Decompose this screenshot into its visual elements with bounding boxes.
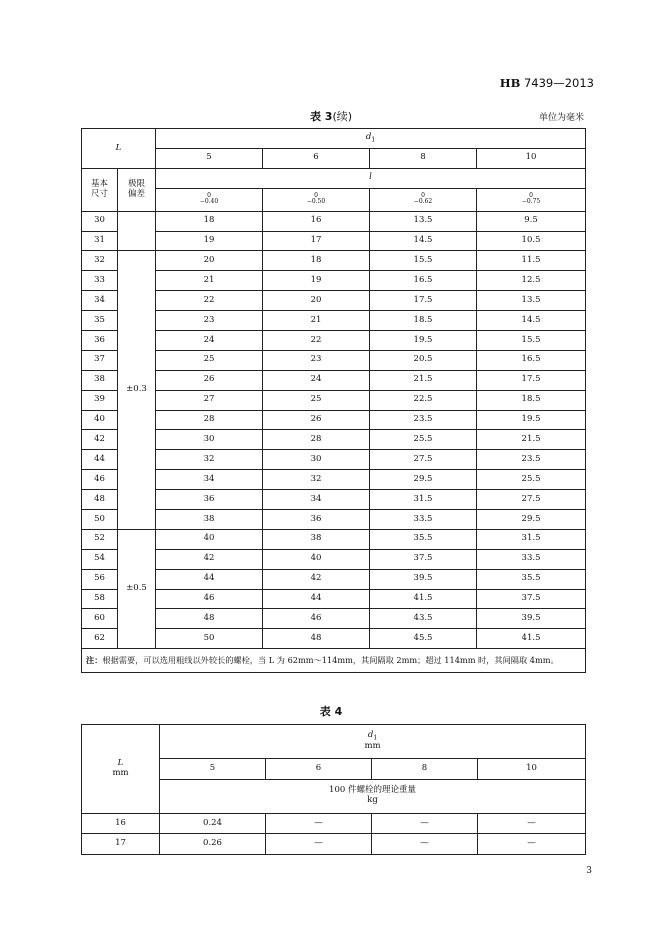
table-4 (81, 724, 586, 855)
d-value: 5 (160, 759, 266, 780)
l-value-cell: 45.5 (370, 629, 477, 649)
weight-header: 100 件螺栓的理论重量 kg (160, 779, 586, 813)
l-value-cell: 44 (156, 569, 263, 589)
d-value: 6 (263, 148, 370, 168)
l-value-cell: 21.5 (370, 370, 477, 390)
l-value-cell: 30 (156, 430, 263, 450)
l-value-cell: 21 (156, 271, 263, 291)
l-value-cell: 16.5 (477, 350, 586, 370)
l-value-cell: 50 (156, 629, 263, 649)
weight-cell: 0.24 (160, 813, 266, 834)
basic-size-cell: 62 (82, 629, 118, 649)
weight-cell: — (372, 834, 478, 855)
l-value-cell: 29.5 (477, 510, 586, 530)
l-value-cell: 19 (263, 271, 370, 291)
L-cell: 17 (82, 834, 160, 855)
weight-cell: 0.26 (160, 834, 266, 855)
basic-size-cell: 31 (82, 231, 118, 251)
basic-size-cell: 40 (82, 410, 118, 430)
l-value-cell: 19.5 (477, 410, 586, 430)
l-value-cell: 18 (156, 211, 263, 231)
l-value-cell: 28 (156, 410, 263, 430)
l-value-cell: 35.5 (370, 529, 477, 549)
deviation-blank-cell (118, 211, 156, 251)
d-value: 10 (477, 148, 586, 168)
L-cell: 16 (82, 813, 160, 834)
l-value-cell: 46 (156, 589, 263, 609)
l-value-cell: 18 (263, 251, 370, 271)
l-value-cell: 35.5 (477, 569, 586, 589)
basic-size-header: 基本 尺寸 (82, 168, 118, 211)
deviation-header: 极限 偏差 (118, 168, 156, 211)
weight-cell: — (478, 834, 586, 855)
l-value-cell: 42 (156, 549, 263, 569)
l-value-cell: 40 (263, 549, 370, 569)
l-value-cell: 21 (263, 311, 370, 331)
L-header: L (82, 129, 156, 169)
l-value-cell: 41.5 (477, 629, 586, 649)
l-value-cell: 33.5 (477, 549, 586, 569)
basic-size-cell: 44 (82, 450, 118, 470)
l-value-cell: 36 (263, 510, 370, 530)
basic-size-cell: 48 (82, 490, 118, 510)
l-value-cell: 30 (263, 450, 370, 470)
l-value-cell: 23 (263, 350, 370, 370)
weight-cell: — (266, 834, 372, 855)
l-value-cell: 17.5 (477, 370, 586, 390)
l-value-cell: 23.5 (477, 450, 586, 470)
deviation-cell: ±0.3 (118, 251, 156, 529)
l-value-cell: 20.5 (370, 350, 477, 370)
l-value-cell: 32 (156, 450, 263, 470)
weight-cell: — (266, 813, 372, 834)
l-value-cell: 38 (263, 529, 370, 549)
weight-cell: — (478, 813, 586, 834)
l-value-cell: 12.5 (477, 271, 586, 291)
l-value-cell: 48 (156, 609, 263, 629)
l-value-cell: 37.5 (370, 549, 477, 569)
l-value-cell: 43.5 (370, 609, 477, 629)
basic-size-cell: 34 (82, 291, 118, 311)
l-value-cell: 31.5 (370, 490, 477, 510)
page-number: 3 (586, 866, 592, 876)
l-value-cell: 48 (263, 629, 370, 649)
l-value-cell: 31.5 (477, 529, 586, 549)
basic-size-cell: 38 (82, 370, 118, 390)
d-value: 5 (156, 148, 263, 168)
l-value-cell: 27 (156, 390, 263, 410)
l-value-cell: 9.5 (477, 211, 586, 231)
l-value-cell: 17.5 (370, 291, 477, 311)
l-value-cell: 27.5 (477, 490, 586, 510)
l-value-cell: 18.5 (477, 390, 586, 410)
basic-size-cell: 42 (82, 430, 118, 450)
l-value-cell: 16.5 (370, 271, 477, 291)
L-mm-header: L mm (82, 725, 160, 814)
basic-size-cell: 37 (82, 350, 118, 370)
l-value-cell: 46 (263, 609, 370, 629)
l-value-cell: 26 (156, 370, 263, 390)
l-value-cell: 14.5 (370, 231, 477, 251)
table3-note (82, 649, 586, 673)
table4-title: 表 4 (319, 705, 343, 718)
l-value-cell: 15.5 (370, 251, 477, 271)
l-value-cell: 22.5 (370, 390, 477, 410)
d-value: 10 (478, 759, 586, 780)
basic-size-cell: 30 (82, 211, 118, 231)
basic-size-cell: 56 (82, 569, 118, 589)
l-value-cell: 38 (156, 510, 263, 530)
l-value-cell: 24 (156, 331, 263, 351)
l-value-cell: 24 (263, 370, 370, 390)
standard-number: HB 7439—2013 (499, 76, 594, 90)
l-value-cell: 44 (263, 589, 370, 609)
l-value-cell: 34 (156, 470, 263, 490)
l-value-cell: 25 (156, 350, 263, 370)
note-text: 根据需要，可以选用粗线以外较长的螺栓，当 L 为 62mm～114mm，其间隔取 2mm；超过 114mm 时，其间隔取 4mm。 (102, 655, 559, 666)
d-value: 8 (372, 759, 478, 780)
deviation-cell: ±0.5 (118, 529, 156, 648)
l-value-cell: 19 (156, 231, 263, 251)
l-value-cell: 32 (263, 470, 370, 490)
d1-header: $d_1$ (156, 129, 586, 149)
l-value-cell: 15.5 (477, 331, 586, 351)
l-value-cell: 39.5 (477, 609, 586, 629)
l-value-cell: 18.5 (370, 311, 477, 331)
basic-size-cell: 35 (82, 311, 118, 331)
l-value-cell: 19.5 (370, 331, 477, 351)
tolerance-cell: 0 −0.62 (370, 188, 477, 211)
l-value-cell: 22 (156, 291, 263, 311)
l-value-cell: 21.5 (477, 430, 586, 450)
basic-size-cell: 50 (82, 510, 118, 530)
basic-size-cell: 39 (82, 390, 118, 410)
basic-size-cell: 32 (82, 251, 118, 271)
l-value-cell: 33.5 (370, 510, 477, 530)
l-header: l (156, 168, 586, 188)
l-value-cell: 29.5 (370, 470, 477, 490)
basic-size-cell: 54 (82, 549, 118, 569)
l-value-cell: 17 (263, 231, 370, 251)
l-value-cell: 36 (156, 490, 263, 510)
l-value-cell: 42 (263, 569, 370, 589)
l-value-cell: 25.5 (477, 470, 586, 490)
l-value-cell: 34 (263, 490, 370, 510)
l-value-cell: 39.5 (370, 569, 477, 589)
l-value-cell: 23 (156, 311, 263, 331)
l-value-cell: 11.5 (477, 251, 586, 271)
basic-size-cell: 60 (82, 609, 118, 629)
table-3 (81, 128, 586, 673)
l-value-cell: 22 (263, 331, 370, 351)
basic-size-cell: 58 (82, 589, 118, 609)
l-value-cell: 26 (263, 410, 370, 430)
table3-title: 表 3(续) (309, 110, 353, 123)
d-value: 6 (266, 759, 372, 780)
basic-size-cell: 36 (82, 331, 118, 351)
l-value-cell: 14.5 (477, 311, 586, 331)
unit-label: 单位为毫米 (538, 113, 584, 123)
l-value-cell: 25 (263, 390, 370, 410)
l-value-cell: 37.5 (477, 589, 586, 609)
l-value-cell: 16 (263, 211, 370, 231)
l-value-cell: 41.5 (370, 589, 477, 609)
l-value-cell: 23.5 (370, 410, 477, 430)
l-value-cell: 27.5 (370, 450, 477, 470)
l-value-cell: 10.5 (477, 231, 586, 251)
tolerance-cell: 0 −0.40 (156, 188, 263, 211)
l-value-cell: 20 (263, 291, 370, 311)
weight-cell: — (372, 813, 478, 834)
basic-size-cell: 46 (82, 470, 118, 490)
l-value-cell: 40 (156, 529, 263, 549)
l-value-cell: 28 (263, 430, 370, 450)
l-value-cell: 13.5 (370, 211, 477, 231)
l-value-cell: 25.5 (370, 430, 477, 450)
l-value-cell: 13.5 (477, 291, 586, 311)
basic-size-cell: 52 (82, 529, 118, 549)
note-label: 注： (86, 655, 103, 666)
tolerance-cell: 0 −0.50 (263, 188, 370, 211)
d-value: 8 (370, 148, 477, 168)
basic-size-cell: 33 (82, 271, 118, 291)
l-value-cell: 20 (156, 251, 263, 271)
d1-mm-header: $d_1$ mm (160, 725, 586, 759)
tolerance-cell: 0 −0.75 (477, 188, 586, 211)
